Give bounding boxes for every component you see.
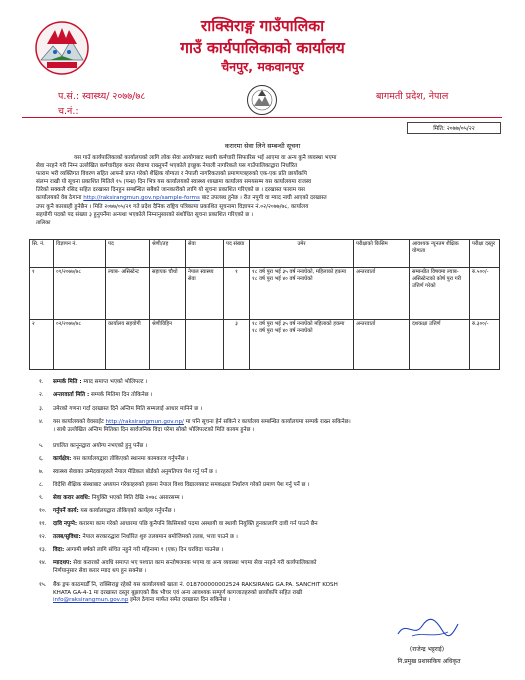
note-label: गर्नुपर्ने कार्य: [53,508,79,514]
note-number: २. [39,392,44,398]
note-label: सम्पर्क मिति : [53,379,82,385]
table-cell: दशकक्षा उत्तिर्ण [410,320,470,370]
table-header-cell: आवश्यक न्यूनतम शैक्षिक योग्यता [410,240,470,268]
table-row [30,268,500,320]
note-number: ११. [39,521,47,527]
note-text: निर्णयानुसार सेवा करार म्याद थप हुन सक्नेछ । [53,567,147,574]
table-header-cell: परीक्षाको किसिम [354,240,410,268]
table-header-cell: उमेर [250,240,354,268]
note-text: यस कार्यालयको वेवसाईट [53,419,104,425]
dispatch-number: च.नं.: [58,106,79,117]
note-text: मा पनि सूचना हेर्न सकिने र कार्यालय सम्बन्धित कार्यालयमा सम्पर्क राख्न सकिनेछ। [183,419,351,425]
note-item [39,560,497,575]
table-cell: ०२/२०७७/७८ [54,320,106,370]
note-text: प्रचलित कानूनद्वारा अयोग्य नभएको हुनु पर्नेछ । [53,443,148,449]
note-text: इमेल ठेगाना मार्फत समेत दरखास्त दिन सकिनेछ । [128,597,231,604]
body-line: सेवा नरहने गरी निम्न उल्लेखित कर्मचारीहरु करार सेवामा राख्नुपर्ने भएकोले इच्छुक नेपाली नागरिकले यस गाउँपालिकाद्वारा निर्धारित [36,163,298,170]
note-text: KHATA GA-4-1 मा दरखास्त दस्तुर बुझाएको बैंक भौचर एवं अन्य आवश्यक सम्पूर्ण कागजातहरुको छायाँकपि सहित राखी [53,589,303,596]
table-header-cell: पद संख्या [224,240,250,268]
note-item [39,392,497,400]
note-text: सम्पर्क मितिमा दिन तोकिनेछ । [89,392,153,398]
note-number: ९. [39,495,44,501]
note-text: यस कार्यालयद्वारा तोकिएको कार्यहरु गर्नुपर्नेछ । [78,508,176,514]
note-number: ३. [39,406,44,412]
note-item [39,582,497,605]
note-label: विदा: [53,547,65,553]
office-seal-logo [246,84,278,116]
body-line: सहयोगी पदको पद संख्या ३ हुनुपर्नेमा अन्यथा भएकोले निम्नानुसारको संशोधित सूचना प्रकाशित गरिएको छ । [36,211,254,218]
signatory-designation: नि.प्रमुख प्रशासकिय अधिकृत [397,658,461,665]
note-text: विदेशि शैक्षिक संस्थाबाट अध्ययन गरेकाहरुको हकमा नेपाल विश्व विद्यालयबाट समकक्षता निर्धारण गरेको प्रमाण पेश गर्नु पर्ने छ । [53,482,310,488]
note-label: तलब/सुविधा: [53,534,81,540]
table-cell: श्रेणीविहिन [150,320,186,370]
table-cell: नेपाल स्वास्थ्य सेवा [186,268,224,320]
note-number: १. [39,379,44,385]
office-name: राक्सिराङ्ग गाउँपालिका [200,17,325,35]
table-cell: १ [30,268,54,320]
table-header-row [30,240,500,268]
note-text: म्याद समाप्त भएको भोलिपल्ट । [81,379,148,385]
table-row [30,320,500,370]
notice-title: करारमा सेवा लिने सम्बन्धी सूचना [224,142,301,150]
note-item [39,419,497,434]
table-cell: २ [30,320,54,370]
note-item [39,406,497,414]
office-subtitle: गाउँ कार्यपालिकाको कार्यालय [180,39,345,57]
note-item [39,456,497,464]
table-cell: १ [224,268,250,320]
note-text: करारमा काम गरेको आधारमा पछि कुनैपनि किसिमको पदमा अस्थायी वा स्थायी नियुक्ति हुनकालागि दावी गर्न पाउने छैन [77,521,318,527]
table-cell: ल्याब- असिस्टेन्ट [106,268,150,320]
table-cell: ०१/२०७७/७८ [54,268,106,320]
table-header-cell: विज्ञापन नं. [54,240,106,268]
table-cell [186,320,224,370]
note-number: ४. [39,419,44,425]
body-line: फाराम भरी व्यक्तिगत विवरण सहित आफ्नो प्राप्त गरेको शैक्षिक योग्यता र नेपाली नागरिकताको प्रमाणपत्रहरुको एक-एक प्रति छायाँकपि [36,171,307,178]
date-box [407,122,501,134]
note-number: १०. [39,508,47,514]
note-text: यस कार्यालयद्वारा तोकिएको स्थानमा कामकाज गर्नुपर्नेछ । [71,456,189,462]
note-item [39,469,497,477]
table-cell: रु.३००/- [470,320,500,370]
signature-mark [392,616,462,642]
note-item [39,495,497,503]
sample-forms-link[interactable]: http://raksirangmun.gov.np/sample-forms [83,195,200,202]
reference-number: प.सं.: स्वास्थ्य/ २०७७/७८ [58,91,146,102]
note-text: स्वास्थ्य सेवाका उम्मेदवारहरुले नेपाल मेडिकल बोर्डको अनुमतिपत्र पेश गर्नु पर्ने छ । [53,469,217,475]
body-line: संलग्न राखी यो सूचना प्रकाशित मितिले १५ (पन्ध्र) दिन भित्र यस कार्यालयको स्वास्थ्य शाखामा कार्यालय समयसम्म यस कार्यालयमा राजस्व [36,179,312,186]
note-item [39,521,497,529]
note-number: १४. [39,560,47,566]
note-item [39,508,497,516]
table-header-cell: पद [106,240,150,268]
note-number: ६. [39,456,44,462]
signatory-name: (राजेन्द्र भट्टराई) [409,646,445,653]
note-text: उमेरको गणना गर्दा दरखास्त दिने अन्तिम मिति सम्मलाई आधार मानिने छ । [53,406,203,412]
note-item [39,534,497,542]
table-header-cell: परीक्षा दस्तुर [470,240,500,268]
note-item [39,443,497,451]
table-cell: अन्तरवार्ता [354,320,410,370]
notice-body [36,154,498,227]
table-cell: सहायक चौथो [150,268,186,320]
note-number: १५. [39,582,47,588]
table-cell: अन्तरवार्ता [354,268,410,320]
note-item [39,547,497,555]
table-cell: १८ वर्ष पुरा भई ३५ वर्ष ननाघेको, महिलाको हकमा १८ वर्ष पुरा भई ४० वर्ष ननाघेको [250,268,354,320]
table-header-cell: श्रेणी/तह [150,240,186,268]
table-caption: तालिका [36,219,51,226]
note-text: बैंक ड्रफ काठमाडौँ नि, राक्सिराङ्ग रहेको यस कार्यालयको खाता नं. 018700000002524 RAKSIRANG GA.PA. SANCHIT KOSH [53,582,338,588]
province-label: बागमती प्रदेश, नेपाल [376,91,449,102]
note-number: ५. [39,443,44,449]
note-text: आगामी बर्षको लागि संचित नहुने गरी महिनामा १ (एक) दिन घरविदा पाउनेछ । [64,547,224,553]
note-number: १२. [39,534,47,540]
note-text: नियुक्ति भएको मिति देखि २०७८ असारसम्म । [90,495,184,501]
body-line: उपर कुनै कारबाही हुनेछैन । मिति २०७७/०५/२१ गते प्रदेश दैनिक राष्ट्रिय पत्रिकामा प्रकाशित सूचनामा विज्ञापन नं.०२/२०७७/७८, कार्यालय [36,203,309,210]
header-divider [22,117,502,118]
note-item [39,482,497,490]
office-location: चैनपुर, मकवानपुर [221,59,304,74]
table-cell: कार्यालय सहयोगी [106,320,150,370]
email-link[interactable]: info@raksirangmun.gov.np [53,597,129,604]
note-label: दावि नपुग्ने: [53,521,78,527]
note-label: अन्तरवार्ता मिति : [53,392,90,398]
body-line: तिरेको सक्कलै रसिद सहित दरखास्त दिनहुन सम्बन्धित सबैको जानकारीको लागि यो सूचना प्रकाशित गरिएको छ । दरखास्त फाराम यस [36,187,305,194]
note-number: ७. [39,469,44,475]
note-text: सेवा करारको अवधि समाप्त भए पश्चात काम सन्तोषजनक भएमा वा अन्य व्यवस्था भएमा सेवा नरहने गरी कार्यपालिकाको [71,560,317,566]
note-label: सेवा करार अवधि: [53,495,91,501]
note-label: म्यादथप: [53,560,72,566]
table-cell: सम्बन्धीत विषयमा ल्याब- असिस्टेन्टको कोर्ष पुरा गरी उत्तिर्ण गरेको [410,268,470,320]
notice-date: मिति: २०७७/०५/२२ [433,126,475,132]
body-line: कार्यालयको वेब ठेगाना [36,195,82,202]
website-link[interactable]: http://raksirangmun.gov.np/ [105,419,184,425]
table-cell: १८ वर्ष पुरा भई ३५ वर्ष ननाघेको महिलाको हकमा १८ वर्ष पुरा भई ४० वर्ष ननाघेको [250,320,354,370]
note-text: । साथै उल्लेखित अन्तिम मितिका दिन सार्वजनिक विदा परेमा सोको भोलिपल्टको मिति कायम हुनेछ । [53,426,255,433]
table-cell: रु.५००/- [470,268,500,320]
body-line: बाट उपलब्ध हुनेछ । रीत नपुगी वा म्याद नाघी आएको दरखास्त [201,195,327,202]
note-item [39,379,497,387]
table-header-cell: सेवा [186,240,224,268]
positions-table [29,239,500,370]
note-number: १३. [39,547,47,553]
note-label: कार्यक्षेत्र: [53,456,72,462]
body-line: यस गाउँ कार्यपालिकाको कार्यालयको लागि लोक सेवा आयोगबाट स्थायी कर्मचारी सिफारिस भई आएमा वा अन्य कुनै व्यवस्था भएमा [74,155,337,161]
note-number: ८. [39,482,44,488]
table-cell: ३ [224,320,250,370]
table-header-cell: सि. नं. [30,240,54,268]
note-text: नेपाल सरकारद्धारा निर्धारित शुरु तलबमान बमोजिमको तलब, भत्ता पाउने छ । [80,534,238,540]
